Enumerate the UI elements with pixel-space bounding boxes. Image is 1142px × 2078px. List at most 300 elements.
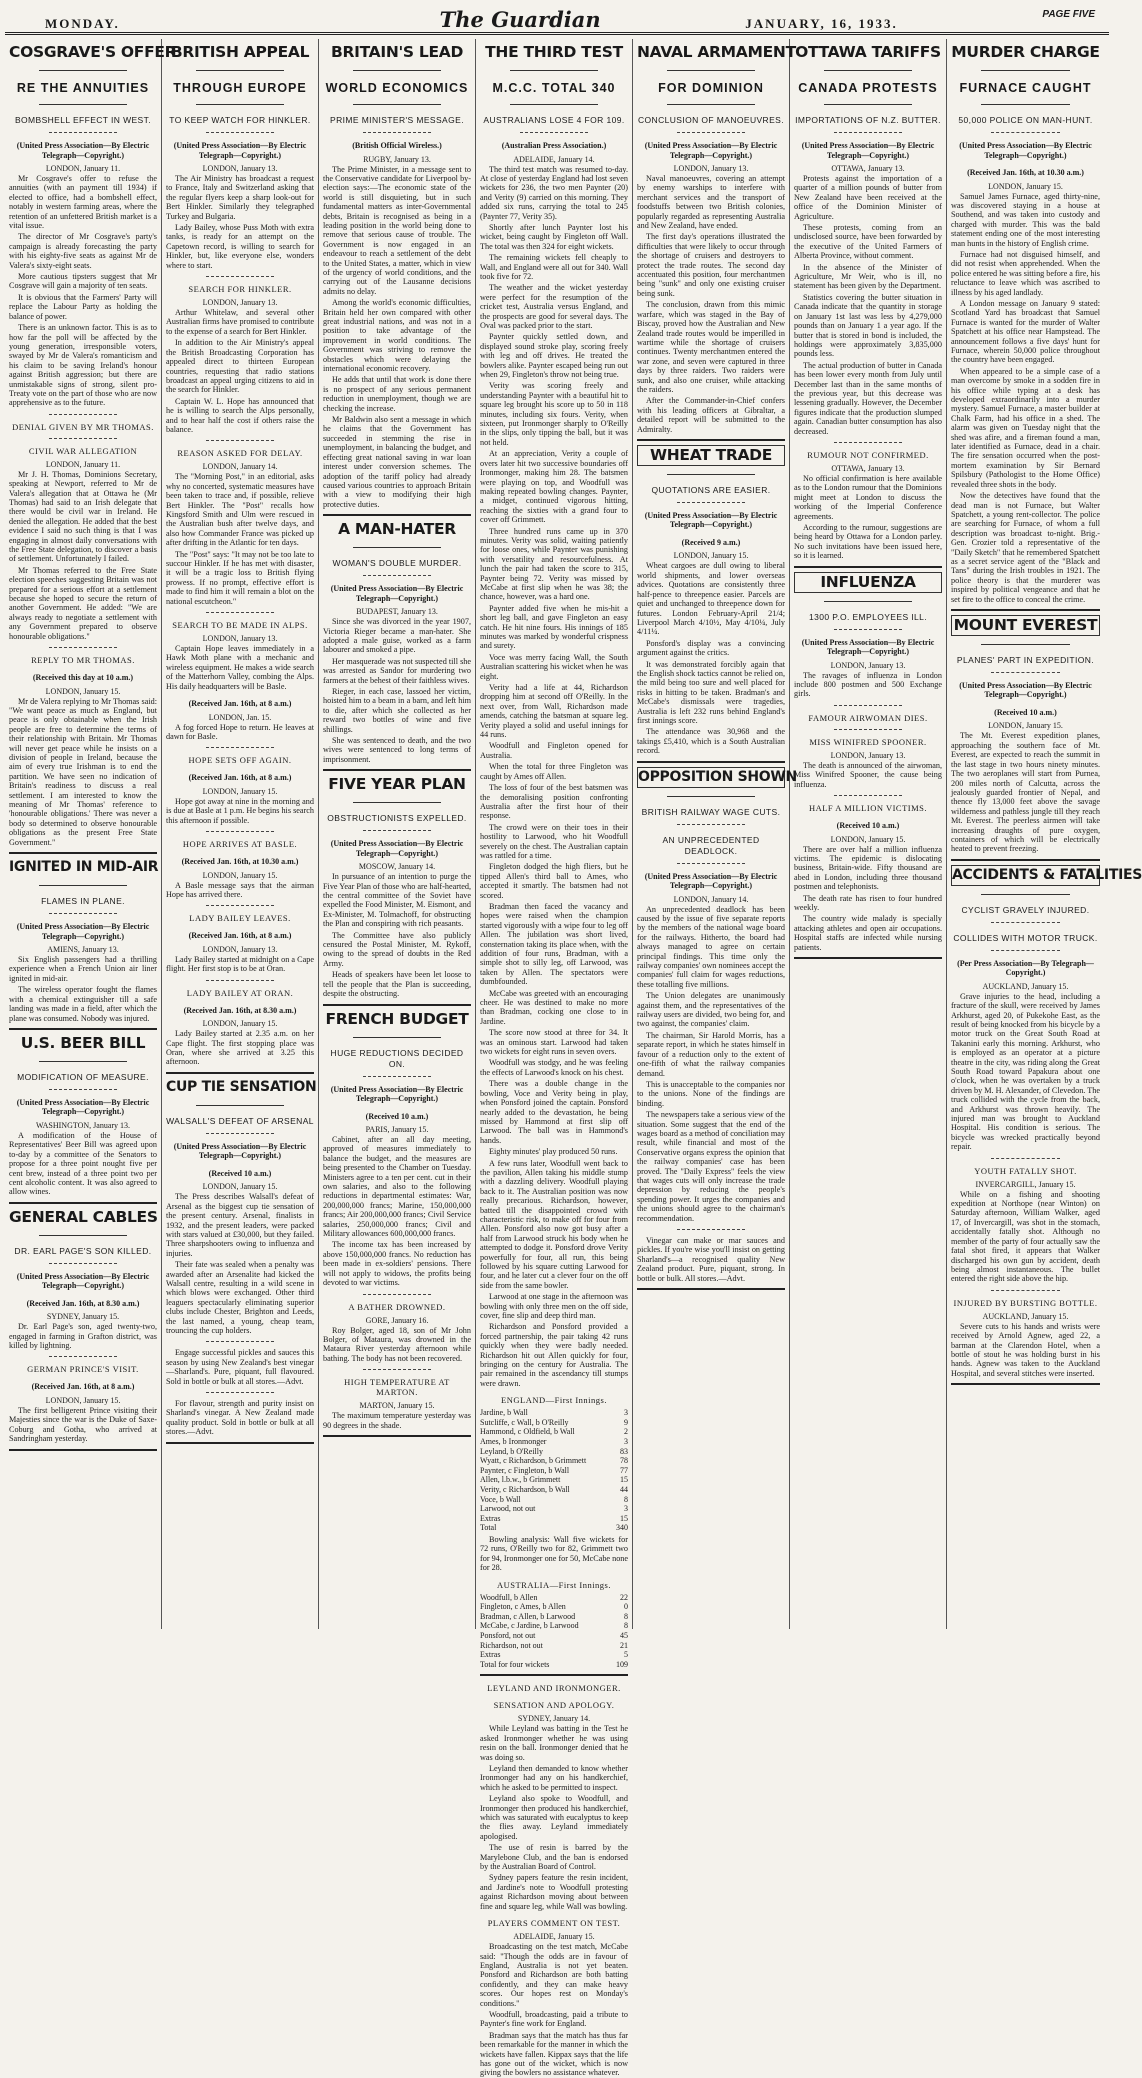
credit-line: (United Press Association—By Electric Telegraph—Copyright.) xyxy=(16,1271,150,1291)
divider xyxy=(206,980,274,981)
paragraph: Paynter added five when he mis-hit a short leg ball, and gave Fingleton an easy catch. He hit nine fours. His innings of 185 minutes was marked by wonderful crispness and surety. xyxy=(480,603,628,651)
score-row xyxy=(480,1437,628,1447)
credit-line: (United Press Association—By Electric Telegraph—Copyright.) xyxy=(330,584,464,603)
dateline: LONDON, January 15. xyxy=(45,686,121,696)
credit-line: (United Press Association—By Electric Telegraph—Copyright.) xyxy=(644,510,778,530)
dateline: LONDON, January 15. xyxy=(202,1019,278,1029)
paragraph: Richardson and Ponsford provided a forced partnership, the pair taking 42 runs quickly when they were badly needed. Richardson hit out Allen quickly for four, bringing on the century for Australia. The pair remained in the ascendancy till stumps were drawn. xyxy=(480,1322,628,1388)
credit-line: (British Official Wireless.) xyxy=(352,141,442,150)
score-row xyxy=(480,1641,628,1651)
subhead: INJURED BY BURSTING BOTTLE. xyxy=(953,1297,1098,1308)
paragraph: Woodfull and Fingleton opened for Australia. xyxy=(480,741,628,760)
total-label: Total for four wickets xyxy=(480,1659,550,1669)
credit-line: (Received Jan. 16th, at 8 a.m.) xyxy=(188,699,292,709)
runs: 3 xyxy=(624,1408,628,1418)
subhead: LADY BAILEY AT ORAN. xyxy=(186,987,294,998)
divider xyxy=(981,894,1070,895)
paragraph: Verity had a life at 44, Richardson dropping him at second off O'Reilly. In the next over, from Wall, Richardson made amends, catching the batsman at square leg. Verity played a solid and useful innings for 44 runs. xyxy=(480,683,628,740)
masthead-page-number: PAGE FIVE xyxy=(1042,9,1095,20)
runs: 15 xyxy=(620,1475,628,1485)
runs: 3 xyxy=(624,1504,628,1514)
paragraph: The death is announced of the airwoman, Miss Winifred Spooner, the cause being influenza. xyxy=(794,760,942,789)
dateline: OTTAWA, January 13. xyxy=(831,463,905,473)
masthead xyxy=(5,2,1109,35)
divider xyxy=(363,1294,431,1295)
dateline: LONDON, January 14. xyxy=(202,462,278,472)
paragraph: Leyland then demanded to know whether Ironmonger had any on his handkerchief, which he asked to be permitted to inspect. xyxy=(480,1764,628,1792)
headline: COSGRAVE'S OFFER xyxy=(9,43,177,61)
subhead: RUMOUR NOT CONFIRMED. xyxy=(807,449,929,460)
divider xyxy=(39,1061,127,1062)
paragraph: Hope got away at nine in the morning and is due at Basle at 1 p.m. He begins his search this afternoon if possible. xyxy=(166,796,314,825)
column-5 xyxy=(633,39,797,1629)
paragraph: In addition to the Air Ministry's appeal the British Broadcasting Corporation has appealed direct to thirteen European countries, requesting that radio stations broadcast an appeal urging citizens to aid in the search for Hinkler. xyxy=(166,338,314,395)
credit-line: (United Press Association—By Electric Telegraph—Copyright.) xyxy=(959,141,1092,160)
divider xyxy=(206,1341,274,1342)
subhead: YOUTH FATALLY SHOT. xyxy=(974,1165,1077,1176)
divider xyxy=(520,132,588,133)
dateline: LONDON, January 13. xyxy=(202,164,278,173)
score-row xyxy=(480,1504,628,1514)
runs: 44 xyxy=(620,1485,628,1495)
paragraph: Heads of speakers have been let loose to tell the people that the Plan is succeeding, despite the obstructing. xyxy=(323,970,471,999)
section-divider xyxy=(951,609,1100,611)
section-divider xyxy=(9,852,157,854)
subhead: PLAYERS COMMENT ON TEST. xyxy=(487,1918,621,1929)
divider xyxy=(206,132,274,133)
paragraph: Bradman then faced the vacancy and hopes were raised when the champion started vigorously with a wipe four to leg off Allen. The jubilation was short lived, consternation taking its place when, with the addition of four runs, Bradman, with a simple shot to silly leg, off Larwood, was taken by Allen. The spectators were dumbfounded. xyxy=(480,901,628,987)
dateline: LONDON, January 15. xyxy=(202,786,278,796)
divider xyxy=(677,132,745,133)
divider xyxy=(991,1290,1060,1291)
headline: U.S. BEER BILL xyxy=(20,1033,146,1052)
headline: WHEAT TRADE xyxy=(637,445,785,466)
score-row xyxy=(480,1593,628,1603)
paragraph: Eighty minutes' play produced 50 runs. xyxy=(489,1147,618,1157)
batsman: Wyatt, c Richardson, b Grimmett xyxy=(480,1456,587,1466)
paragraph: Lady Bailey started at 2.35 a.m. on her Cape flight. The first stopping place was Oran, where she arrived at 3.25 this afternoon. xyxy=(166,1029,314,1067)
paragraph: The wireless operator fought the flames with a chemical extinguisher till a safe landing was made in a field, after which the plane was consumed. Nobody was injured. xyxy=(9,985,157,1023)
paragraph: There was a double change in the bowling, Voce and Verity being in play, when Ponsford joined the captain. Ponsford nearly added to the devastation, he being missed by Hammond at first slip off Larwood. The ball was in Hammond's hands. xyxy=(480,1079,628,1145)
headline: IGNITED IN MID-AIR xyxy=(9,859,159,876)
divider xyxy=(206,1133,274,1134)
dateline: AUCKLAND, January 15. xyxy=(982,1311,1069,1321)
paragraph: The Prime Minister, in a message sent to the Conservative candidate for Liverpool by-election says:—The economic state of the world is still disquieting, but in such fundamental matters as inter-Governmental debts, Britain is recognised as being in a leading position in the world being done to remove that serious cause of trouble. The Government is now engaged in an endeavour to reach a settlement of the debt to the United States, a matter, which in view of the urgency of world conditions, and the carrying out of the Lausanne decisions admits no delay. xyxy=(323,164,471,296)
paragraph: The income tax has been increased by above 150,000,000 francs. No reduction has been made in ex-soldiers' pensions. There will not apply to widows, the profits being devoted to war victims. xyxy=(323,1240,471,1288)
divider xyxy=(39,70,127,71)
scorecard-title: AUSTRALIA—First Innings. xyxy=(496,1579,611,1590)
section-divider xyxy=(323,1435,471,1437)
subheadline: FOR DOMINION xyxy=(658,81,764,95)
runs: 8 xyxy=(624,1494,628,1504)
column-3 xyxy=(319,39,476,1629)
headline: NAVAL ARMAMENT xyxy=(637,43,796,61)
score-row xyxy=(480,1447,628,1457)
divider xyxy=(206,612,274,613)
paragraph: Cabinet, after an all day meeting, approved of measures immediately to balance the budget, and the measures are being presented to the Chamber on Tuesday. Ministers agree to a ten per cent. cut in their own salaries, and also to the following reductions in departmental estimates: War, 200,000,000 francs; Marine, 150,000,000 francs; Air 200,000,000 francs; Civil Service salaries, 250,000,000 francs; Civil and Military allowances 600,000,000 francs. xyxy=(323,1135,471,1239)
deck: IMPORTATIONS OF N.Z. BUTTER. xyxy=(795,115,941,125)
dateline: LONDON, January 13. xyxy=(830,660,906,670)
subhead: SEARCH TO BE MADE IN ALPS. xyxy=(172,620,308,631)
paragraph: The ravages of influenza in London include 800 postmen and 500 Exchange girls. xyxy=(794,670,942,699)
divider xyxy=(363,830,431,831)
credit-line: (United Press Association—By Electric Telegraph—Copyright.) xyxy=(173,1141,307,1161)
runs: 3 xyxy=(624,1437,628,1447)
paragraph: The Committee have also publicly censured the Postal Minister, M. Rykoff, owing to the spread of doubts in the Red Army. xyxy=(323,930,471,968)
paragraph: After the Commander-in-Chief confers with his leading officers at Gibraltar, a detailed report will be submitted to the Admiralty. xyxy=(637,396,785,434)
paragraph: The score now stood at three for 34. It was an ominous start. Larwood had taken two wickets for eight runs in seven overs. xyxy=(480,1028,628,1057)
divider xyxy=(49,414,117,415)
divider xyxy=(510,104,598,105)
credit-line: (Received 10 a.m.) xyxy=(994,707,1057,717)
paragraph: The use of resin is barred by the Marylebone Club, and the ban is endorsed by the Australian Board of Control. xyxy=(480,1843,628,1872)
divider xyxy=(981,644,1070,645)
paragraph: Now the detectives have found that the dead man is not Furnace, but Walter Spatchett, a young rent-collector. The police are searching for Furnace, of whom a full description was broadcast to-night. Brig.-Gen. Crozier told a representative of the "Daily Sketch" that he remembered Spatchett as a secret service agent of the "Black and Tans" during the Irish troubles in 1921. The police theory is that the murderer was inspired by political vengeance and that he set fire to the office to conceal the crime. xyxy=(951,491,1100,604)
paragraph: Lady Bailey, whose Puss Moth with extra tanks, is ready for an attempt on the Capetown record, is willing to search for Hinkler, but, like everyone else, wonders where to start. xyxy=(166,223,314,270)
paragraph: The weather and the wicket yesterday were perfect for the resumption of the cricket test, Australia versus England, and the prospects are good for several days. The Oval was packed prior to the start. xyxy=(480,283,628,330)
credit-line: (Received Jan. 16th, at 8.30 a.m.) xyxy=(183,1005,297,1015)
dateline: LONDON, January 13. xyxy=(673,164,749,173)
column-2 xyxy=(162,39,319,1629)
divider xyxy=(49,132,117,133)
credit-line: (United Press Association—By Electric Telegraph—Copyright.) xyxy=(330,839,464,858)
credit-line: (Received this day at 10 a.m.) xyxy=(32,673,134,683)
credit-line: (Received Jan. 16th, at 8.30 a.m.) xyxy=(26,1298,140,1308)
deck: TO KEEP WATCH FOR HINKLER. xyxy=(169,115,311,125)
subheadline: FURNACE CAUGHT xyxy=(959,81,1092,95)
deck: WALSALL'S DEFEAT OF ARSENAL xyxy=(166,1115,314,1126)
dateline: MOSCOW, January 14. xyxy=(358,862,436,872)
divider xyxy=(667,796,755,797)
paragraph: Arthur Whitelaw, and several other Australian firms have promised to contribute to the expense of a search for Bert Hinkler. xyxy=(166,308,314,336)
paragraph: Three hundred runs came up in 370 minutes. Verity was solid, waiting patiently for loose ones, while Paynter was punishing with versatility and resourcefulness. At lunch the pair had taken the score to 315, Paynter being 72. Verity was missed by McCabe at first slip when he was 38; the chance, however, was a hard one. xyxy=(480,526,628,602)
paragraph: There are over half a million influenza victims. The epidemic is dislocating business, Britain-wide. Fifty thousand are abed in London, including three thousand postmen and telephonists. xyxy=(794,844,942,892)
credit-line: (United Press Association—By Electric Telegraph—Copyright.) xyxy=(330,1084,464,1103)
divider xyxy=(206,905,274,906)
paragraph: He adds that until that work is done there is no prospect of any serious permanent reduction in unemployment, though we are checking the increase. xyxy=(323,375,471,413)
runs: 9 xyxy=(624,1417,628,1427)
batsman: Sutcliffe, c Wall, b O'Reilly xyxy=(480,1417,569,1427)
paragraph: A fog forced Hope to return. He leaves at dawn for Basle. xyxy=(166,722,314,741)
paragraph: Their fate was sealed when a penalty was awarded after an Arsenalite had kicked the Walsall centre, resulting in a wild scene in which blows were exchanged. Other third leaguers spectacularly eliminating superior clubs include Chester, Brighton and Leeds, the last named, a young, cheap team, trouncing the cup holders. xyxy=(166,1260,314,1336)
paragraph: Naval manoeuvres, covering an attempt by enemy warships to interfere with merchant services and the transport of foodstuffs between two British colonies, popularly regarded as representing Australia and New Zealand, have ended. xyxy=(637,174,785,231)
divider xyxy=(353,802,441,803)
runs: 77 xyxy=(620,1465,628,1475)
dateline: AMIENS, January 13. xyxy=(47,945,119,955)
batsman: Extras xyxy=(480,1513,501,1523)
divider xyxy=(510,70,598,71)
runs: 8 xyxy=(624,1621,628,1631)
section-divider xyxy=(9,1449,157,1451)
score-row xyxy=(480,1427,628,1437)
subhead: LADY BAILEY LEAVES. xyxy=(189,913,291,924)
credit-line: (Received 10 a.m.) xyxy=(365,1111,429,1121)
divider xyxy=(667,104,755,105)
score-total-row xyxy=(480,1660,628,1670)
subhead: SENSATION AND APOLOGY. xyxy=(493,1700,615,1711)
batsman: Richardson, not out xyxy=(480,1640,543,1650)
score-row xyxy=(480,1514,628,1524)
batsman: Bradman, c Allen, b Larwood xyxy=(480,1611,576,1621)
credit-line: (Received Jan. 16th, at 8 a.m.) xyxy=(188,931,292,941)
paragraph: While Leyland was batting in the Test he asked Ironmonger whether he was using resin on the ball. Ironmonger denied that he was doing so. xyxy=(480,1724,628,1762)
score-row xyxy=(480,1456,628,1466)
divider xyxy=(206,831,274,832)
dateline: LONDON, January 15. xyxy=(202,870,278,880)
runs: 0 xyxy=(624,1602,628,1612)
batsman: Ponsford, not out xyxy=(480,1631,536,1640)
paragraph: Voce was merry facing Wall, the South Australian scattering his wicket when he was eight. xyxy=(480,652,628,681)
dateline: LONDON, January 15. xyxy=(45,1395,121,1405)
divider xyxy=(824,601,912,602)
paragraph: It is obvious that the Farmers' Party will replace the Labour Party as holding the balance of power. xyxy=(9,292,157,321)
subheadline: WORLD ECONOMICS xyxy=(325,81,469,95)
paragraph: At an appreciation, Verity a couple of overs later hit two successive boundaries off Ironmonger, making him 28. The batsmen were playing on top, and Woodfull was making repeated bowling changes. Paynter, a midget, continued vigorous hitting, reaching the sixties with a grand four to cover off Grimmett. xyxy=(480,449,628,525)
credit-line: (United Press Association—By Electric Telegraph—Copyright.) xyxy=(16,1097,150,1117)
batsman: Extras xyxy=(480,1650,501,1660)
deck: BRITISH RAILWAY WAGE CUTS. xyxy=(641,806,781,817)
divider xyxy=(49,647,117,648)
divider xyxy=(834,795,902,796)
divider xyxy=(824,70,912,71)
batsman: Voce, b Wall xyxy=(480,1494,521,1504)
runs: 78 xyxy=(620,1456,628,1466)
paragraph: Captain W. L. Hope has announced that he is willing to search the Alps personally, and to hear half the cost if others raise the balance. xyxy=(166,396,314,434)
divider xyxy=(834,629,902,630)
deck: AUSTRALIANS LOSE 4 FOR 109. xyxy=(483,115,625,125)
paragraph: The Mt. Everest expedition planes, approaching the southern face of Mt. Everest, are expected to reach the summit in the last stage in two hours ninety minutes. The two aeroplanes will start from Purnea, 200 miles north of Calcutta, across the jealously guarded frontier of Nepal, and thence fly 13,000 feet above the savage wilderness and pathless jungle till they reach Mt. Everest. The peerless airmen will take increasing draughts of pure oxygen, containers of which will be electrically heated to prevent freezing. xyxy=(951,731,1100,854)
subhead: SEARCH FOR HINKLER. xyxy=(188,284,292,295)
paragraph: There is an unknown factor. This is as to how far the poll will be affected by the young generation, irresponsible voters, swayed by Mr de Valera's romanticism and his claim to be saving Ireland's honour against British aggression; but there are unmistakable signs of strong, silent pro-Treaty vote on the part of those who are now apprehensive as to the future. xyxy=(9,323,157,408)
score-row xyxy=(480,1650,628,1660)
paragraph: A few runs later, Woodfull went back to the pavilion, Allen taking his middle stump with a dazzling delivery. Woodfull playing back to it. The Australian position was now really precarious. Richardson, however, batted till the disappointed crowd with characteristic risk, to make off for four from Allen. Ponsford also now got busy after a half from Larwood struck his body when he attempted to dodge it. Ponsford drove Verity powerfully for four, all run, this being followed by his square cutting Larwood for four, and he later cut a clever four on the off side from the same bowler. xyxy=(480,1158,628,1290)
divider xyxy=(206,276,274,277)
section-divider xyxy=(794,566,942,568)
headline: THE THIRD TEST xyxy=(485,43,623,61)
divider xyxy=(39,885,127,886)
section-divider xyxy=(323,769,471,771)
dateline: LONDON, January 15. xyxy=(202,1182,278,1192)
paragraph: The "Post" says: "It may not be too late to succour Hinkler. If he has met with disaster, it will be a tragic loss to British flying prowess. If no prompt, effective effort is made to find him it will remain a blot on the national escutcheon." xyxy=(166,549,314,606)
section-divider xyxy=(166,1072,314,1074)
divider xyxy=(49,1263,117,1264)
paragraph: Larwood at one stage in the afternoon was bowling with only three men on the off side, cover, fine slip and deep third man. xyxy=(480,1292,628,1321)
paragraph: When appeared to be a simple case of a man overcome by smoke in a sodden fire in his office while typing at a desk has developed extraordinarily into a murder mystery. Samuel Furnace, a master builder at Chalk Farm, had his office in a shed. The alarm was given on Tuesday night that the shed was afire, and a fireman found a man, later identified as Furnace, dead in a chair. The fire sensation occurred when the post-mortem examination by Sir Bernard Spilsbury (Pathologist to the Home Office) revealed three shots in the body. xyxy=(951,366,1100,489)
paragraph: Severe cuts to his hands and wrists were received by Arnold Agnew, aged 22, a barman at the Clarendon Hotel, when a bottle of stout he was holding burst in his hands. Agnew was taken to the Auckland Hospital, and several stitches were inserted. xyxy=(951,1321,1100,1378)
score-row xyxy=(480,1466,628,1476)
headline: ACCIDENTS & FATALITIES xyxy=(951,865,1100,886)
dateline: ADELAIDE, January 14. xyxy=(513,154,595,164)
paragraph: The first belligerent Prince visiting their Majesties since the war is the Duke of Saxe-Coburg and Gotha, who arrived at Sandringham yesterday. xyxy=(9,1405,157,1444)
subhead: FAMOUR AIRWOMAN DIES. xyxy=(808,712,928,723)
subhead: HOPE SETS OFF AGAIN. xyxy=(188,755,292,766)
credit-line: (Received Jan. 16th, at 8 a.m.) xyxy=(31,1382,135,1392)
subhead: GERMAN PRINCE'S VISIT. xyxy=(27,1364,139,1375)
divider xyxy=(981,70,1070,71)
paragraph: Her masquerade was not suspected till she was arrested as Sandor for murdering two farmers at the behest of their faithless wives. xyxy=(323,656,471,685)
deck: FLAMES IN PLANE. xyxy=(41,896,125,907)
credit-line: (United Press Association—By Electric Telegraph—Copyright.) xyxy=(644,871,778,891)
runs: 8 xyxy=(624,1611,628,1621)
section-divider xyxy=(637,1288,785,1290)
paragraph: Dr. Earl Page's son, aged twenty-two, engaged in farming in Grafton district, was killed by lightning. xyxy=(9,1322,157,1351)
divider xyxy=(206,747,274,748)
dateline: LONDON, January 11. xyxy=(45,164,121,173)
section-divider xyxy=(323,514,471,516)
paragraph: Mr Thomas referred to the Free State election speeches suggesting Britain was not prepared for a serious effort at a settlement because she hoped to secure the return of another Government. He added: "We are always ready to negotiate a settlement with any Government prepared to observe honourable obligations." xyxy=(9,565,157,641)
masthead-title: The Guardian xyxy=(439,7,601,32)
paragraph: It was demonstrated forcibly again that the English shock tactics cannot be relied on, the mild being too sure and well placed for risks in hitting to be taken. Bradman's and McCabe's dismissals were tragedies, Australia is left 232 runs behind England's first innings score. xyxy=(637,659,785,725)
subhead: REPLY TO MR THOMAS. xyxy=(31,655,135,666)
paragraph: The actual production of butter in Canada has been lower every month from July until December last than in the same months of the previous year, but this decrease was lessening gradually. However, the December figures indicate that the production slumped again. Canadian butter consumption has also decreased. xyxy=(794,360,942,436)
deck: BOMBSHELL EFFECT IN WEST. xyxy=(14,115,152,125)
masthead-date: JANUARY, 16, 1933. xyxy=(745,16,898,31)
subheadline: M.C.C. TOTAL 340 xyxy=(492,81,616,95)
paragraph: The attendance was 30,968 and the takings £5,410, which is a South Australian record. xyxy=(637,727,785,756)
columns xyxy=(5,39,1142,2078)
credit-line: (United Press Association—By Electric Telegraph—Copyright.) xyxy=(959,680,1092,700)
advertisement: Vinegar can make or mar sauces and pickles. If you're wise you'll insist on getting Sharland's—a recognised quality New Zealand product. Pure, piquant, strong. In bottle or bulk. All stores.—Advt. xyxy=(637,1236,785,1283)
batsman: Larwood, not out xyxy=(480,1504,536,1514)
paragraph: Furnace had not disguised himself, and did not resist when apprehended. When the police entered he was sitting before a fire, his reluctance to leave which was ascribed to illness by his aged landlady. xyxy=(951,249,1100,297)
total-runs: 340 xyxy=(616,1523,628,1533)
divider xyxy=(49,1356,117,1357)
deck: 1300 P.O. EMPLOYEES ILL. xyxy=(808,611,928,622)
batsman: Allen, l.b.w., b Grimmett xyxy=(480,1475,561,1485)
dateline: LONDON, January 15. xyxy=(988,721,1063,731)
subhead: HIGH TEMPERATURE AT MARTON. xyxy=(344,1377,450,1398)
credit-line: (United Press Association—By Electric Telegraph—Copyright.) xyxy=(16,922,150,941)
section-divider xyxy=(637,761,785,763)
deck: QUOTATIONS ARE EASIER. xyxy=(651,484,771,495)
paragraph: McCabe was greeted with an encouraging cheer. He was destined to make no more than Bradman, cocking one close to in Jardine. xyxy=(480,988,628,1026)
paragraph: The maximum temperature yesterday was 90 degrees in the shade. xyxy=(323,1411,471,1430)
paragraph: Ponsford's display was a convincing argument against the critics. xyxy=(637,638,785,658)
headline: GENERAL CABLES xyxy=(9,1207,158,1226)
subhead: CIVIL WAR ALLEGATION xyxy=(28,445,138,456)
divider xyxy=(353,547,441,548)
paragraph: The Press describes Walsall's defeat of Arsenal as the biggest cup tie sensation of the present century. Arsenal, finalists in 1932, and the present leaders, were packed with stars valued at £30,000, but they failed. Three sharpshooters owing to influenza and injuries. xyxy=(166,1192,314,1258)
dateline: INVERCARGILL, January 15. xyxy=(975,1179,1076,1189)
section-divider xyxy=(637,439,785,441)
divider xyxy=(363,132,431,133)
paragraph: Statistics covering the butter situation in Canada indicate that the quantity in storage on January 1st last was less by 4,279,000 pounds than on January 1 a year ago. If the butter that is stored in bond is included, the holdings were approximately 3,835,000 pounds less. xyxy=(794,292,942,359)
headline: OTTAWA TARIFFS xyxy=(795,43,941,61)
credit-line: (Received Jan. 16th, at 8 a.m.) xyxy=(188,773,292,783)
paragraph: The conclusion, drawn from this mimic warfare, which was staged in the Bay of Biscay, proved how the Australian and New Zealand trade routes would be imperilled in wartime while the shortage of cruisers continues. Twenty merchantmen entered the war zone, and seven were captured in three days by three raiders. Two raiders were sunk, and also one cruiser, while attacking the raiders. xyxy=(637,300,785,394)
divider xyxy=(353,70,441,71)
deck: PRIME MINISTER'S MESSAGE. xyxy=(330,115,464,125)
paragraph: Leyland also spoke to Woodfull, and Ironmonger then produced his handkerchief, which was saturated with eucalyptus to keep the flies away. Leyland immediately apologised. xyxy=(480,1794,628,1841)
batsman: Paynter, c Fingleton, b Wall xyxy=(480,1465,570,1475)
batsman: McCabe, c Jardine, b Larwood xyxy=(480,1621,579,1631)
section-divider xyxy=(9,1028,157,1030)
dateline: LONDON, January 15. xyxy=(988,181,1063,191)
divider xyxy=(49,1089,117,1090)
credit-line: (Received Jan. 16th, at 10.30 a.m.) xyxy=(967,168,1084,177)
divider xyxy=(834,729,902,730)
divider xyxy=(49,913,117,914)
credit-line: (Received 9 a.m.) xyxy=(681,537,741,547)
score-row xyxy=(480,1495,628,1505)
section-divider xyxy=(480,1674,628,1676)
divider xyxy=(677,863,745,864)
score-row xyxy=(480,1475,628,1485)
paragraph: The country wide malady is specially attacking athletes and open air occupations. Hospital staffs are infected while nursing patients. xyxy=(794,914,942,952)
paragraph: Woodfull, broadcasting, paid a tribute to Paynter's fine work for England. xyxy=(480,2009,628,2029)
divider xyxy=(353,1037,441,1038)
deck: DR. EARL PAGE'S SON KILLED. xyxy=(14,1245,152,1256)
runs: 15 xyxy=(620,1513,628,1523)
credit-line: (Per Press Association—By Telegraph—Copyright.) xyxy=(957,958,1094,978)
deck: HUGE REDUCTIONS DECIDED ON. xyxy=(330,1047,464,1069)
divider xyxy=(363,575,431,576)
divider xyxy=(353,104,441,105)
score-row xyxy=(480,1485,628,1495)
headline: A MAN-HATER xyxy=(338,520,456,539)
divider xyxy=(363,1369,431,1370)
divider xyxy=(196,1105,284,1106)
subheadline: RE THE ANNUITIES xyxy=(16,81,150,95)
paragraph: A modification of the House of Representatives' Beer Bill was agreed upon to-day by a committee of the Senators to propose for a three point nought five per cent brew, instead of a three point two per cent alcoholic content. It was also agreed to allow wines. xyxy=(9,1130,157,1197)
divider xyxy=(677,1229,745,1230)
dateline: BUDAPEST, January 13. xyxy=(356,607,438,617)
subhead: HOPE ARRIVES AT BASLE. xyxy=(182,839,298,850)
paragraph: Six English passengers had a thrilling experience when a French Union air liner ignited in mid-air. xyxy=(9,955,157,983)
deck: OBSTRUCTIONISTS EXPELLED. xyxy=(327,813,467,824)
divider xyxy=(667,70,755,71)
paragraph: A Basle message says that the airman Hope has arrived there. xyxy=(166,880,314,899)
headline: CUP TIE SENSATION xyxy=(166,1078,317,1095)
divider xyxy=(677,824,745,825)
dateline: LONDON, January 13. xyxy=(202,298,278,308)
total-runs: 109 xyxy=(616,1659,628,1669)
deck: CYCLIST GRAVELY INJURED. xyxy=(961,904,1090,915)
divider xyxy=(834,442,902,443)
paragraph: These protests, coming from an undisclosed source, have been forwarded by the executive of the United Farmers of Alberta Province, without comment. xyxy=(794,223,942,261)
paragraph: The director of Mr Cosgrave's party's campaign is already forecasting the party with his eighty-five seats as against Mr de Valera's sixty-eight seats. xyxy=(9,232,157,270)
paragraph: Bradman says that the match has thus far been remarkable for the manner in which the wickets have fallen. Kippax says that the life has gone out of the wicket, which is now giving the bowlers no assistance whatever. xyxy=(480,2030,628,2078)
dateline: LONDON, Jan. 15. xyxy=(208,712,272,722)
paragraph: Mr de Valera replying to Mr Thomas said: "We want peace as much as England, but peace is only obtainable when the Irish people are free to determine the terms of their relationship with Britain. Mr Thomas will never get peace while he insists on a division of people in Ireland, because the aim of every true Irishman is to end the partition. We have seen no indication of Britain's readiness to discuss a real settlement. I am interested to know the meaning of Mr Thomas' reference to 'honourable obligations.' There was never a body so determined to observe honourable obligations as the present Free State Government." xyxy=(9,696,157,847)
divider xyxy=(206,1392,274,1393)
dateline: LONDON, January 15. xyxy=(673,551,749,561)
batsman: Hammond, c Oldfield, b Wall xyxy=(480,1427,575,1437)
masthead-day: MONDAY. xyxy=(45,16,120,31)
advertisement: Engage successful pickles and sauces this season by using New Zealand's best vinegar—Sharland's. Pure, piquant, full flavoured. Sold in bottle or bulk at all stores.—Advt. xyxy=(166,1348,314,1386)
divider xyxy=(39,104,127,105)
dateline: WASHINGTON, January 13. xyxy=(35,1120,131,1130)
dateline: ADELAIDE, January 15. xyxy=(513,1932,595,1942)
paragraph: Sydney papers feature the resin incident, and Jardine's note to Woodfull protesting against Richardson moving about between fine and square leg, while Wall was bowling. xyxy=(480,1873,628,1911)
paragraph: The first day's operations illustrated the difficulties that were likely to occur through the shortage of cruisers and destroyers to protect the trade routes. The second day accentuated this position, four merchantmen being "sunk" and only one existing cruiser being sunk. xyxy=(637,232,785,298)
score-row xyxy=(480,1631,628,1641)
credit-line: (Received Jan. 16th, at 10.30 a.m.) xyxy=(181,857,299,867)
paragraph: Roy Bolger, aged 18, son of Mr John Bolger, of Mataura, was drowned in the Mataura River yesterday afternoon while bathing. The body has not been recovered. xyxy=(323,1325,471,1363)
paragraph: Verity was scoring freely and understanding Paynter with a beautiful hit to square leg brought his score up to 50 in 118 minutes, including six fours. Verity, when sixteen, put Ironmonger sharply to O'Reilly in the slips, only tipping the ball, but it was not held. xyxy=(480,381,628,447)
paragraph: More cautious tipsters suggest that Mr Cosgrave will gain a majority of ten seats. xyxy=(9,272,157,291)
section-divider xyxy=(166,1442,314,1444)
paragraph: In pursuance of an intention to purge the Five Year Plan of those who are half-hearted, the central committee of the Soviet have expelled the Food Minister, M. Eismont, and Ex-Minister, M. Tolmachoff, for obstructing the Plan and conspiring with rich peasants. xyxy=(323,872,472,929)
divider xyxy=(667,474,755,475)
paragraph: Paynter quickly settled down, and displayed sound stroke play, scoring freely with leg and off drives. He treated the bowlers alike. Paynter escaped being run out when 29, Fingleton's throw not being true. xyxy=(480,332,628,380)
runs: 21 xyxy=(620,1640,628,1650)
paragraph: The newspapers take a serious view of the situation. Some suggest that the end of the wages board as a method of conciliation may result, while financial and most of the Conservative organs express the opinion that the railway companies' case has been proved. The "Daily Express" feels the view that wages cuts will only increase the trade depression by reducing the people's spending power. It urges the companies and the unions should agree to the chairman's recommendation. xyxy=(637,1110,786,1223)
dateline: LONDON, January 14. xyxy=(673,894,749,904)
total-label: Total xyxy=(480,1523,497,1533)
dateline: GORE, January 16. xyxy=(365,1315,429,1325)
score-row xyxy=(480,1418,628,1428)
